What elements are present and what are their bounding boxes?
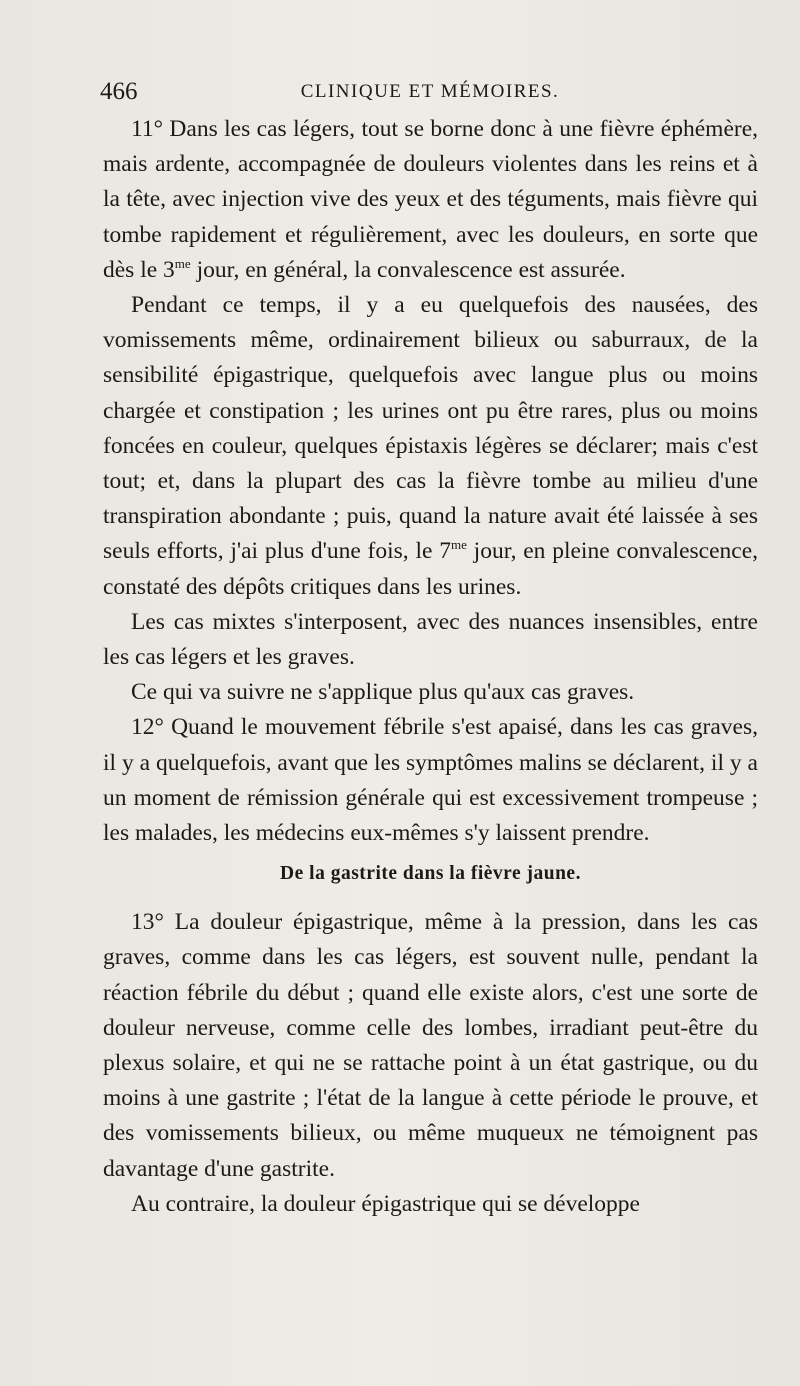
- page-number: 466: [100, 78, 138, 105]
- paragraph: 13° La douleur épigastrique, même à la pression, dans les cas graves, comme dans les cas légers, est souvent nulle, pendant la réaction fébrile du début ; quand elle existe alors, c'est une sorte de douleur nerveuse, comme celle des lombes, irradiant peut-être du plexus solaire, et qui ne se rattache point à un état gastrique, ou du moins à une gastrite ; l'état de la langue à cette période le prouve, et des vomissements bilieux, ou même muqueux ne témoignent pas davantage d'une gastrite.: [103, 909, 758, 1182]
- paragraph: Ce qui va suivre ne s'applique plus qu'aux cas graves.: [131, 679, 635, 706]
- paragraph: Les cas mixtes s'interposent, avec des nuances insensibles, entre les cas légers et les graves.: [103, 608, 758, 671]
- page-header: [100, 76, 760, 108]
- paragraph: 12° Quand le mouvement fébrile s'est apaisé, dans les cas graves, il y a quelquefois, avant que les symptômes malins se déclarent, il y a un moment de rémission générale qui est excessivement trompeuse ; les malades, les médecins eux-mêmes s'y laissent prendre.: [103, 714, 758, 847]
- superscript: me: [174, 255, 191, 271]
- section-heading: De la gastrite dans la fièvre jaune.: [280, 863, 581, 885]
- body-text: [103, 112, 758, 1222]
- paragraph: Au contraire, la douleur épigastrique qui se développe: [131, 1190, 640, 1217]
- superscript: me: [450, 537, 467, 553]
- running-title: CLINIQUE ET MÉMOIRES.: [300, 81, 560, 102]
- paragraph: 11° Dans les cas légers, tout se borne donc à une fièvre éphémère, mais ardente, accompagnée de douleurs violentes dans les reins et à la tête, avec injection vive des yeux et des téguments, mais fièvre qui tombe rapidement et régulièrement, avec les douleurs, en sorte que dès le $3^{me}$ jour, en général, la convalescence est assurée.: [103, 116, 758, 283]
- paragraph: Pendant ce temps, il y a eu quelquefois des nausées, des vomissements même, ordinairement bilieux ou saburraux, de la sensibilité épigastrique, quelquefois avec langue plus ou moins chargée et constipation ; les urines ont pu être rares, plus ou moins foncées en couleur, quelques épistaxis légères se déclarer; mais c'est tout; et, dans la plupart des cas la fièvre tombe au milieu d'une transpiration abondante ; puis, quand la nature avait été laissée à ses seuls efforts, j'ai plus d'une fois, le $7^{me}$ jour, en pleine convalescence, constaté des dépôts critiques dans les urines.: [103, 292, 758, 600]
